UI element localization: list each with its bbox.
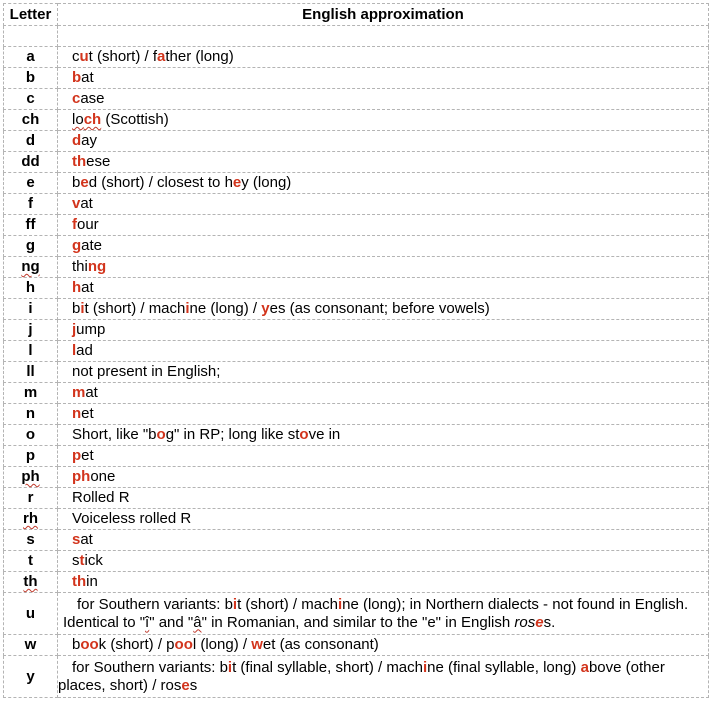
- text-segment: ate: [81, 237, 103, 254]
- highlighted-segment: d: [72, 132, 82, 149]
- text-segment: ve in: [308, 426, 341, 443]
- letter-text: y: [26, 667, 35, 685]
- table-row: [4, 530, 709, 551]
- highlighted-segment: u: [79, 48, 89, 65]
- text-segment: at: [80, 531, 93, 548]
- table-row: [4, 593, 709, 635]
- letter-text: l: [28, 342, 33, 359]
- approximation-cell: [58, 383, 709, 404]
- highlighted-segment: f: [72, 216, 77, 233]
- approximation-column-header: English approximation: [58, 4, 709, 26]
- highlighted-segment: o: [156, 426, 166, 443]
- letter-text: ng: [21, 258, 40, 275]
- text-segment: thi: [72, 258, 88, 275]
- text-segment: b: [72, 300, 81, 317]
- text-segment: at: [81, 69, 94, 86]
- text-segment: our: [77, 216, 99, 233]
- table-row: [4, 488, 709, 509]
- highlighted-segment: c: [72, 90, 81, 107]
- letter-cell: [4, 278, 58, 299]
- approximation-cell: [58, 68, 709, 89]
- highlighted-segment: i: [232, 595, 238, 613]
- text-segment: ne (long); in Northern dialects - not found in English. Identical to ": [63, 595, 689, 631]
- approximation-text: [72, 111, 708, 129]
- text-segment: t (short) / mach: [84, 300, 186, 317]
- approximation-cell: [58, 656, 709, 698]
- text-segment: ad: [76, 342, 93, 359]
- approximation-text: [72, 258, 708, 276]
- text-segment: Rolled R: [72, 489, 130, 506]
- highlighted-segment: m: [72, 384, 86, 401]
- highlighted-segment: i: [80, 300, 85, 317]
- text-segment: et: [81, 405, 94, 422]
- table-row: [4, 362, 709, 383]
- table-row: [4, 278, 709, 299]
- highlighted-segment: l: [72, 342, 77, 359]
- approximation-cell: [58, 278, 709, 299]
- table-row: [4, 635, 709, 656]
- text-segment: ne (final syllable, long): [427, 658, 581, 676]
- letter-text: th: [23, 573, 38, 590]
- text-segment: (Scottish): [101, 111, 169, 128]
- text-segment: b: [72, 636, 81, 653]
- letter-text: ph: [21, 468, 40, 485]
- highlighted-segment: i: [227, 658, 233, 676]
- highlighted-segment: s: [72, 531, 81, 548]
- table-row: [4, 215, 709, 236]
- text-segment: l (long) /: [192, 636, 252, 653]
- text-segment: ase: [80, 90, 105, 107]
- letter-text: p: [25, 447, 36, 464]
- text-segment: at: [80, 195, 93, 212]
- highlighted-segment: oo: [174, 636, 193, 653]
- table-row: [4, 173, 709, 194]
- approximation-text: [72, 447, 708, 465]
- approximation-cell: [58, 299, 709, 320]
- approximation-cell: [58, 215, 709, 236]
- approximation-text: [72, 90, 708, 108]
- text-segment: s.: [543, 613, 556, 631]
- text-segment: bove (other places, short) / ros: [58, 658, 665, 694]
- table-row: [4, 509, 709, 530]
- text-segment: es (as consonant; before vowels): [269, 300, 490, 317]
- text-segment: t (short) / f: [88, 48, 158, 65]
- letter-text: n: [25, 405, 36, 422]
- table-row: [4, 341, 709, 362]
- approximation-cell: [58, 404, 709, 425]
- text-segment: ther (long): [165, 48, 234, 65]
- letter-cell: [4, 551, 58, 572]
- approximation-text: [72, 216, 708, 234]
- letter-cell: [4, 320, 58, 341]
- highlighted-segment: g: [72, 237, 82, 254]
- letter-cell: [4, 215, 58, 236]
- highlighted-segment: o: [299, 426, 309, 443]
- approximation-cell: [58, 425, 709, 446]
- text-segment: b: [72, 174, 81, 191]
- approximation-cell: [58, 194, 709, 215]
- table-row: [4, 257, 709, 278]
- letter-cell: [4, 47, 58, 68]
- approximation-cell: [58, 320, 709, 341]
- letter-text: s: [26, 531, 35, 548]
- approximation-cell: [58, 530, 709, 551]
- letter-cell: [4, 383, 58, 404]
- text-segment: lo: [72, 111, 84, 128]
- approximation-text: [72, 489, 708, 507]
- letter-text: d: [25, 132, 36, 149]
- pronunciation-table: [3, 3, 709, 698]
- approximation-text: [72, 468, 708, 486]
- approximation-text: [63, 596, 708, 632]
- table-row: [4, 110, 709, 131]
- letter-cell: [4, 194, 58, 215]
- letter-cell: [4, 530, 58, 551]
- approximation-cell: [58, 89, 709, 110]
- highlighted-segment: n: [72, 405, 82, 422]
- table-row: [4, 68, 709, 89]
- text-segment: in: [86, 573, 98, 590]
- highlighted-segment: b: [72, 69, 82, 86]
- approximation-cell: [58, 572, 709, 593]
- highlighted-segment: a: [157, 48, 166, 65]
- approximation-cell: [58, 362, 709, 383]
- highlighted-segment: w: [251, 636, 263, 653]
- text-segment: ne (long) /: [189, 300, 262, 317]
- approximation-cell: [58, 446, 709, 467]
- letter-text: t: [28, 552, 33, 569]
- approximation-text: [72, 48, 708, 66]
- letter-text: u: [25, 604, 36, 622]
- text-segment: t (final syllable, short) / mach: [232, 658, 423, 676]
- approximation-cell: [58, 341, 709, 362]
- text-segment: ick: [84, 552, 103, 569]
- approximation-text: [72, 174, 708, 192]
- approximation-text: [72, 363, 708, 381]
- table-row: [4, 131, 709, 152]
- table-body: [4, 26, 709, 698]
- letter-text: ch: [21, 111, 40, 128]
- table-row: [4, 572, 709, 593]
- approximation-cell: [58, 488, 709, 509]
- highlighted-segment: j: [72, 321, 77, 338]
- table-row: [4, 551, 709, 572]
- approximation-text: [72, 279, 708, 297]
- approximation-cell: [58, 551, 709, 572]
- text-segment: s: [72, 552, 80, 569]
- highlighted-segment: ch: [83, 111, 102, 128]
- approximation-cell: [58, 173, 709, 194]
- letter-text: rh: [23, 510, 38, 527]
- letter-text: a: [26, 48, 35, 65]
- letter-text: ll: [26, 363, 35, 380]
- letter-cell: [4, 110, 58, 131]
- approximation-cell: [58, 131, 709, 152]
- text-segment: d (short) / closest to h: [88, 174, 233, 191]
- letter-cell: [4, 404, 58, 425]
- table-row: [4, 152, 709, 173]
- approximation-text: [72, 237, 708, 255]
- text-segment: â: [193, 613, 202, 631]
- letter-cell: [4, 257, 58, 278]
- text-segment: Short, like "b: [72, 426, 157, 443]
- letter-text: w: [24, 636, 37, 653]
- letter-cell: [4, 362, 58, 383]
- letter-cell: [4, 488, 58, 509]
- text-segment: et: [81, 447, 94, 464]
- highlighted-segment: ng: [87, 258, 107, 275]
- table-row: [4, 299, 709, 320]
- letter-text: m: [23, 384, 38, 401]
- letter-cell: [4, 152, 58, 173]
- letter-text: i: [28, 300, 33, 317]
- highlighted-segment: e: [181, 676, 190, 694]
- text-segment: Voiceless rolled R: [72, 510, 192, 527]
- text-segment: ay: [81, 132, 98, 149]
- highlighted-segment: e: [535, 613, 544, 631]
- approximation-text: [72, 321, 708, 339]
- letter-cell: [4, 446, 58, 467]
- letter-text: b: [25, 69, 36, 86]
- approximation-cell: [58, 257, 709, 278]
- letter-text: g: [25, 237, 36, 254]
- approximation-cell: [58, 635, 709, 656]
- table-row: [4, 236, 709, 257]
- table-row: [4, 425, 709, 446]
- text-segment: " in Romanian, and similar to the "e" in English: [201, 613, 515, 631]
- approximation-text: [72, 573, 708, 591]
- highlighted-segment: e: [232, 174, 242, 191]
- approximation-text: [72, 636, 708, 654]
- table-row: [4, 194, 709, 215]
- approximation-text: [72, 342, 708, 360]
- letter-cell: [4, 299, 58, 320]
- highlighted-segment: th: [72, 573, 87, 590]
- table-row: [4, 404, 709, 425]
- letter-cell: [4, 467, 58, 488]
- text-segment: k (short) / p: [98, 636, 175, 653]
- table-row: [4, 320, 709, 341]
- highlighted-segment: i: [185, 300, 190, 317]
- letter-cell: [4, 572, 58, 593]
- approximation-text: [72, 300, 708, 318]
- text-segment: ump: [76, 321, 106, 338]
- approximation-cell: [58, 110, 709, 131]
- letter-cell: [4, 425, 58, 446]
- highlighted-segment: e: [80, 174, 89, 191]
- highlighted-segment: oo: [80, 636, 99, 653]
- text-segment: for Southern variants: b: [72, 658, 228, 676]
- approximation-cell: [58, 47, 709, 68]
- text-segment: t (short) / mach: [237, 595, 338, 613]
- text-segment: s: [189, 676, 198, 694]
- letter-text: c: [26, 90, 35, 107]
- approximation-text: [72, 132, 708, 150]
- letter-cell: [4, 89, 58, 110]
- approximation-text: [72, 384, 708, 402]
- letter-text: dd: [21, 153, 40, 170]
- approximation-text: [58, 659, 708, 695]
- letter-text: r: [27, 489, 34, 506]
- text-segment: not present in English;: [72, 363, 221, 380]
- approximation-text: [72, 405, 708, 423]
- header-row: [4, 4, 709, 26]
- text-segment: c: [72, 48, 80, 65]
- letter-cell: [4, 68, 58, 89]
- highlighted-segment: a: [580, 658, 589, 676]
- text-segment: g" in RP; long like st: [165, 426, 300, 443]
- highlighted-segment: h: [72, 279, 82, 296]
- empty-row: [4, 26, 709, 47]
- approximation-text: [72, 153, 708, 171]
- letter-text: e: [26, 174, 35, 191]
- approximation-text: [72, 531, 708, 549]
- table-row: [4, 467, 709, 488]
- letter-cell: [4, 509, 58, 530]
- table-row: [4, 47, 709, 68]
- letter-text: j: [28, 321, 33, 338]
- letter-cell: [4, 173, 58, 194]
- highlighted-segment: ph: [72, 468, 91, 485]
- approximation-cell: [58, 509, 709, 530]
- letter-cell: [4, 131, 58, 152]
- table-row: [4, 89, 709, 110]
- text-segment: et (as consonant): [262, 636, 379, 653]
- highlighted-segment: i: [423, 658, 428, 676]
- table-row: [4, 656, 709, 698]
- letter-text: ff: [25, 216, 36, 233]
- approximation-cell: [58, 593, 709, 635]
- approximation-text: [72, 195, 708, 213]
- highlighted-segment: th: [72, 153, 87, 170]
- approximation-text: [72, 552, 708, 570]
- approximation-cell: [58, 467, 709, 488]
- highlighted-segment: v: [72, 195, 81, 212]
- letter-text: h: [25, 279, 36, 296]
- text-segment: at: [81, 279, 94, 296]
- highlighted-segment: y: [261, 300, 270, 317]
- letter-column-header: Letter: [4, 4, 58, 26]
- highlighted-segment: p: [72, 447, 82, 464]
- text-segment: î: [145, 613, 150, 631]
- text-segment: one: [90, 468, 116, 485]
- letter-cell: [4, 593, 58, 635]
- text-segment: ros: [514, 613, 536, 631]
- approximation-cell: [58, 152, 709, 173]
- approximation-cell: [58, 236, 709, 257]
- text-segment: ese: [86, 153, 111, 170]
- letter-cell: [4, 635, 58, 656]
- text-segment: y (long): [241, 174, 292, 191]
- approximation-text: [72, 510, 708, 528]
- highlighted-segment: i: [337, 595, 343, 613]
- letter-cell: [4, 656, 58, 698]
- highlighted-segment: t: [79, 552, 85, 569]
- approximation-text: [72, 69, 708, 87]
- text-segment: " and ": [149, 613, 194, 631]
- table-row: [4, 383, 709, 404]
- text-segment: for Southern variants: b: [77, 595, 233, 613]
- letter-text: o: [25, 426, 36, 443]
- letter-cell: [4, 236, 58, 257]
- table-row: [4, 446, 709, 467]
- text-segment: at: [85, 384, 98, 401]
- letter-text: f: [28, 195, 33, 212]
- letter-cell: [4, 341, 58, 362]
- approximation-text: [72, 426, 708, 444]
